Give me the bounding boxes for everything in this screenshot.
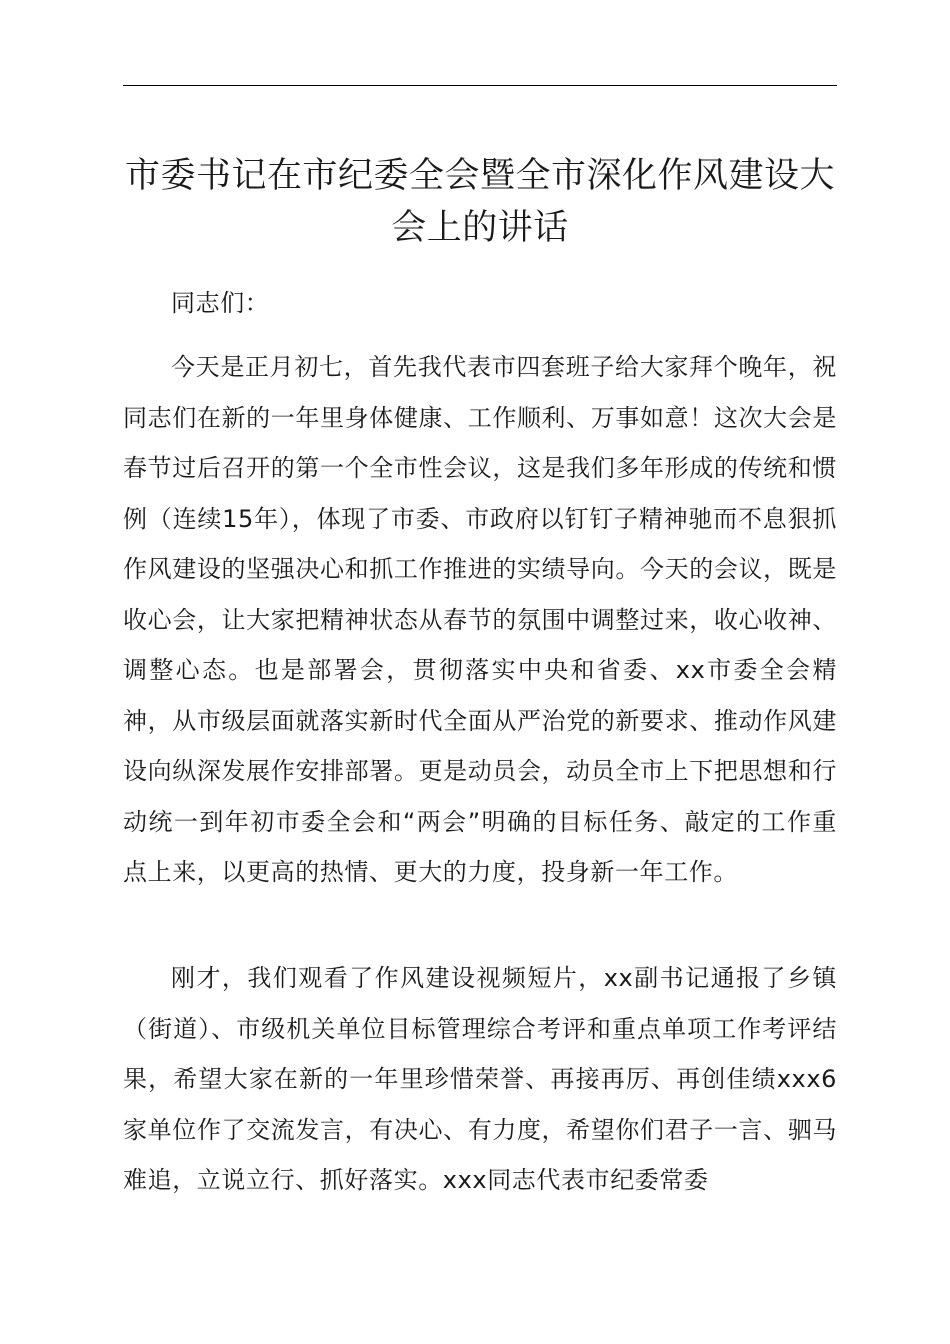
paragraph-2: 刚才，我们观看了作风建设视频短片，xx副书记通报了乡镇（街道）、市级机关单位目标管理综合考评和重点单项工作考评结果，希望大家在新的一年里珍惜荣誉、再接再厉、再创佳绩xxx6家单位作了交流发言，有决心、有力度，希望你们君子一言、驷马难追，立说立行、抓好落实。xxx同志代表市纪委常委 xyxy=(123,964,837,1194)
header-rule xyxy=(123,85,837,86)
paragraph-1: 今天是正月初七，首先我代表市四套班子给大家拜个晚年，祝同志们在新的一年里身体健康、工作顺利、万事如意！这次大会是春节过后召开的第一个全市性会议，这是我们多年形成的传统和惯例（连续15年），体现了市委、市政府以钉钉子精神驰而不息狠抓作风建设的坚强决心和抓工作推进的实绩导向。今天的会议，既是收心会，让大家把精神状态从春节的氛围中调整过来，收心收神、调整心态。也是部署会，贯彻落实中央和省委、xx市委全会精神，从市级层面就落实新时代全面从严治党的新要求、推动作风建设向纵深发展作安排部署。更是动员会，动员全市上下把思想和行动统一到年初市委全会和“两会”明确的目标任务、敲定的工作重点上来，以更高的热情、更大的力度，投身新一年工作。 xyxy=(123,353,837,886)
greeting: 同志们： xyxy=(171,289,270,317)
document-title: 市委书记在市纪委全会暨全市深化作风建设大会上的讲话 xyxy=(124,156,835,248)
